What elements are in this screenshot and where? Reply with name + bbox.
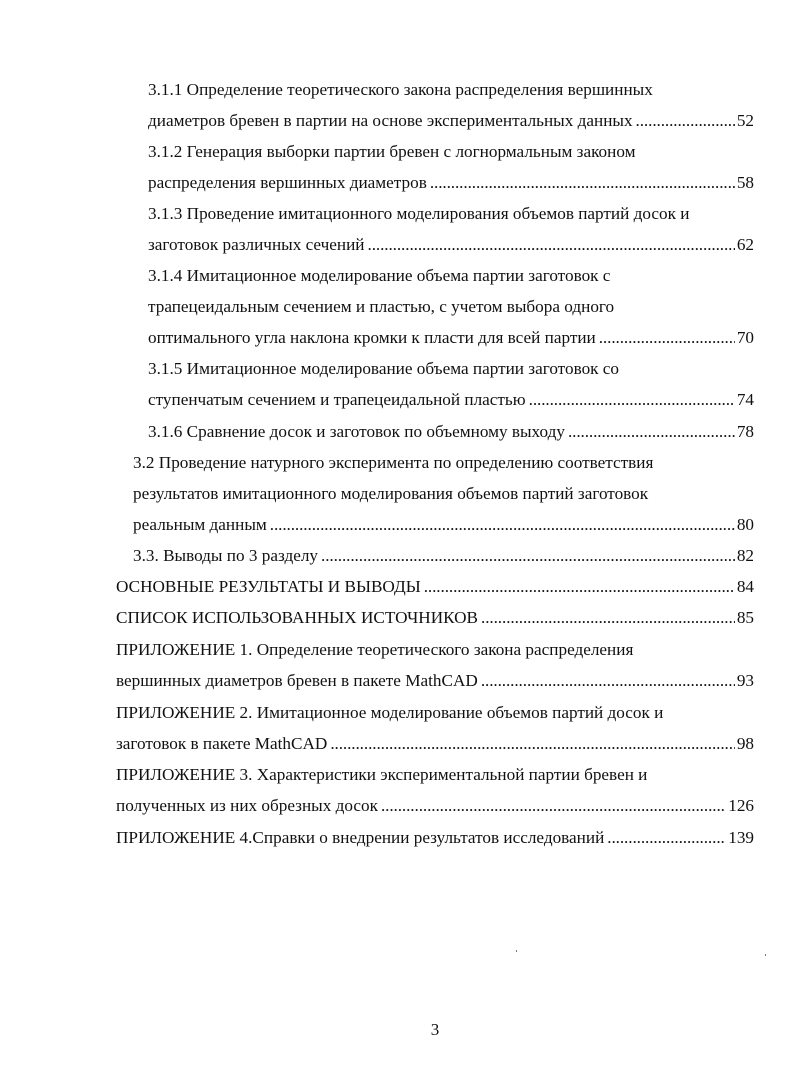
toc-leader <box>430 173 735 193</box>
toc-leader <box>321 546 735 566</box>
toc-entry-3-1-5-line-2[interactable]: ступенчатым сечением и трапецеидальной пластью . . . 74 <box>148 390 754 410</box>
toc-entry-3-1-4-line-3[interactable]: оптимального угла наклона кромки к пласти для всей партии . . . 70 <box>148 328 754 348</box>
toc-page-number: 139 <box>728 828 754 847</box>
page-number: 3 <box>430 1020 440 1039</box>
toc-page-number: 85 <box>736 608 754 627</box>
toc-leader <box>330 734 734 754</box>
toc-entry-3-1-5-line-1: 3.1.5 Имитационное моделирование объема партии заготовок со <box>148 359 620 378</box>
toc-entry-appendix-2-line-2[interactable]: заготовок в пакете MathCAD . . . 98 <box>116 734 754 754</box>
toc-entry-3-1-3-line-1: 3.1.3 Проведение имитационного моделирования объемов партий досок и <box>148 204 690 223</box>
toc-page-number: 80 <box>736 515 754 534</box>
toc-leader <box>481 608 735 628</box>
toc-leader <box>481 671 735 691</box>
toc-entry-3-1-1-line-2[interactable]: диаметров бревен в партии на основе экспериментальных данных . . . 52 <box>148 111 754 131</box>
toc-page-number: 93 <box>736 671 754 690</box>
toc-entry-3-2-line-3[interactable]: реальным данным . . . 80 <box>133 515 754 535</box>
toc-page-number: 82 <box>736 546 754 565</box>
toc-entry-3-1-2-line-1: 3.1.2 Генерация выборки партии бревен с логнормальным законом <box>148 142 636 161</box>
toc-entry-appendix-2-line-1: ПРИЛОЖЕНИЕ 2. Имитационное моделирование объемов партий досок и <box>116 703 664 722</box>
toc-entry-main-results[interactable]: ОСНОВНЫЕ РЕЗУЛЬТАТЫ И ВЫВОДЫ . . . 84 <box>116 577 754 597</box>
toc-page-number: 62 <box>736 235 754 254</box>
toc-page-number: 70 <box>736 328 754 347</box>
toc-leader <box>529 390 735 410</box>
toc-leader <box>381 796 726 816</box>
toc-entry-appendix-4[interactable]: ПРИЛОЖЕНИЕ 4.Справки о внедрении результатов исследований . . . 139 <box>116 828 754 848</box>
toc-entry-3-1-6[interactable]: 3.1.6 Сравнение досок и заготовок по объемному выходу . . . 78 <box>148 422 754 442</box>
toc-entry-3-2-line-1: 3.2 Проведение натурного эксперимента по определению соответствия <box>133 453 654 472</box>
toc-entry-appendix-3-line-1: ПРИЛОЖЕНИЕ 3. Характеристики экспериментальной партии бревен и <box>116 765 648 784</box>
toc-entry-appendix-3-line-2[interactable]: полученных из них обрезных досок . . . 126 <box>116 796 754 816</box>
toc-entry-references[interactable]: СПИСОК ИСПОЛЬЗОВАННЫХ ИСТОЧНИКОВ . . . 85 <box>116 608 754 628</box>
toc-entry-3-1-4-line-2: трапецеидальным сечением и пластью, с учетом выбора одного <box>148 297 615 316</box>
scan-speck <box>765 954 766 956</box>
toc-leader <box>368 235 735 255</box>
toc-entry-3-2-line-2: результатов имитационного моделирования объемов партий заготовок <box>133 484 649 503</box>
toc-entry-appendix-1-line-2[interactable]: вершинных диаметров бревен в пакете MathCAD . . . 93 <box>116 671 754 691</box>
toc-page-number: 78 <box>736 422 754 441</box>
toc-page-number: 74 <box>736 390 754 409</box>
toc-leader <box>568 422 735 442</box>
toc-page-number: 52 <box>736 111 754 130</box>
toc-page-number: 84 <box>736 577 754 596</box>
toc-page-number: 58 <box>736 173 754 192</box>
toc-entry-3-1-3-line-2[interactable]: заготовок различных сечений . . . 62 <box>148 235 754 255</box>
scan-speck <box>516 950 517 952</box>
toc-entry-3-1-2-line-2[interactable]: распределения вершинных диаметров . . . 58 <box>148 173 754 193</box>
toc-leader <box>607 828 726 848</box>
toc-page-number: 98 <box>736 734 754 753</box>
toc-leader <box>599 328 735 348</box>
toc-entry-3-3[interactable]: 3.3. Выводы по 3 разделу . . . 82 <box>133 546 754 566</box>
toc-page-number: 126 <box>728 796 754 815</box>
toc-entry-3-1-4-line-1: 3.1.4 Имитационное моделирование объема партии заготовок с <box>148 266 611 285</box>
toc-leader <box>424 577 735 597</box>
toc-entry-3-1-1-line-1: 3.1.1 Определение теоретического закона распределения вершинных <box>148 80 653 99</box>
toc-leader <box>270 515 735 535</box>
toc-entry-appendix-1-line-1: ПРИЛОЖЕНИЕ 1. Определение теоретического закона распределения <box>116 640 634 659</box>
toc-leader <box>636 111 735 131</box>
